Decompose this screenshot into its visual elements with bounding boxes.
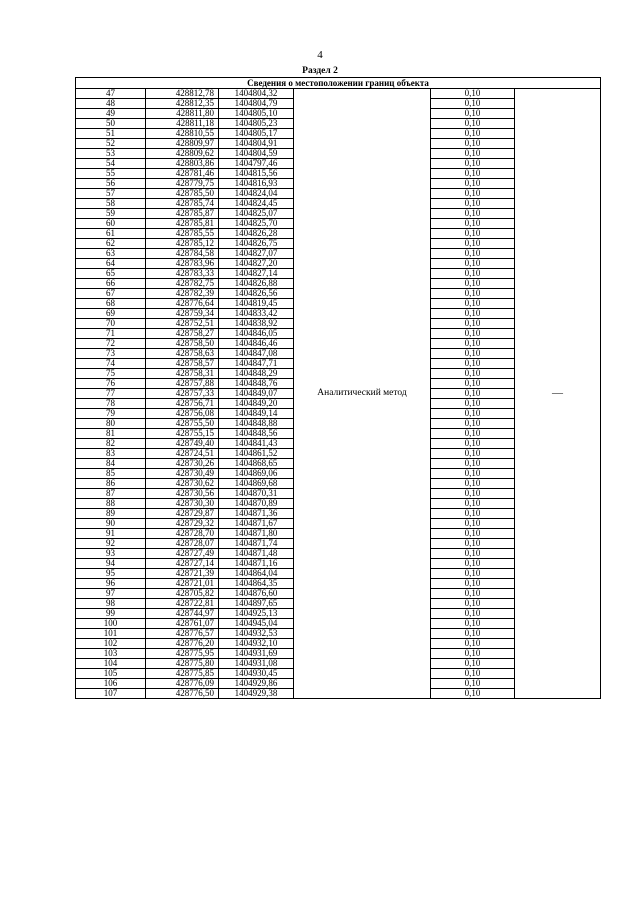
point-number-cell: 56	[76, 179, 146, 189]
point-number-cell: 98	[76, 599, 146, 609]
point-number-cell: 87	[76, 489, 146, 499]
y-coordinate-cell: 1404848,29	[219, 369, 294, 379]
y-coordinate-cell: 1404846,46	[219, 339, 294, 349]
x-coordinate-cell: 428758,31	[146, 369, 219, 379]
accuracy-cell: 0,10	[431, 649, 515, 659]
accuracy-cell: 0,10	[431, 669, 515, 679]
table-header: Сведения о местоположении границ объекта	[76, 78, 601, 89]
y-coordinate-cell: 1404869,06	[219, 469, 294, 479]
x-coordinate-cell: 428727,49	[146, 549, 219, 559]
x-coordinate-cell: 428775,80	[146, 659, 219, 669]
accuracy-cell: 0,10	[431, 499, 515, 509]
x-coordinate-cell: 428776,50	[146, 689, 219, 699]
x-coordinate-cell: 428756,71	[146, 399, 219, 409]
point-number-cell: 55	[76, 169, 146, 179]
table-row	[76, 89, 601, 99]
accuracy-cell: 0,10	[431, 109, 515, 119]
point-number-cell: 86	[76, 479, 146, 489]
point-number-cell: 70	[76, 319, 146, 329]
point-number-cell: 107	[76, 689, 146, 699]
point-number-cell: 93	[76, 549, 146, 559]
point-number-cell: 103	[76, 649, 146, 659]
x-coordinate-cell: 428756,08	[146, 409, 219, 419]
point-number-cell: 106	[76, 679, 146, 689]
accuracy-cell: 0,10	[431, 579, 515, 589]
x-coordinate-cell: 428782,75	[146, 279, 219, 289]
y-coordinate-cell: 1404827,20	[219, 259, 294, 269]
accuracy-cell: 0,10	[431, 179, 515, 189]
y-coordinate-cell: 1404869,68	[219, 479, 294, 489]
y-coordinate-cell: 1404827,07	[219, 249, 294, 259]
x-coordinate-cell: 428729,87	[146, 509, 219, 519]
accuracy-cell: 0,10	[431, 559, 515, 569]
x-coordinate-cell: 428730,56	[146, 489, 219, 499]
y-coordinate-cell: 1404849,20	[219, 399, 294, 409]
accuracy-cell: 0,10	[431, 429, 515, 439]
point-number-cell: 77	[76, 389, 146, 399]
point-number-cell: 79	[76, 409, 146, 419]
y-coordinate-cell: 1404825,70	[219, 219, 294, 229]
x-coordinate-cell: 428776,09	[146, 679, 219, 689]
x-coordinate-cell: 428809,97	[146, 139, 219, 149]
y-coordinate-cell: 1404932,10	[219, 639, 294, 649]
point-number-cell: 89	[76, 509, 146, 519]
point-number-cell: 84	[76, 459, 146, 469]
x-coordinate-cell: 428730,30	[146, 499, 219, 509]
point-number-cell: 80	[76, 419, 146, 429]
accuracy-cell: 0,10	[431, 569, 515, 579]
x-coordinate-cell: 428812,78	[146, 89, 219, 99]
x-coordinate-cell: 428749,40	[146, 439, 219, 449]
x-coordinate-cell: 428730,49	[146, 469, 219, 479]
point-number-cell: 101	[76, 629, 146, 639]
accuracy-cell: 0,10	[431, 479, 515, 489]
x-coordinate-cell: 428744,97	[146, 609, 219, 619]
accuracy-cell: 0,10	[431, 329, 515, 339]
point-number-cell: 105	[76, 669, 146, 679]
x-coordinate-cell: 428730,26	[146, 459, 219, 469]
x-coordinate-cell: 428809,62	[146, 149, 219, 159]
y-coordinate-cell: 1404838,92	[219, 319, 294, 329]
y-coordinate-cell: 1404868,65	[219, 459, 294, 469]
y-coordinate-cell: 1404849,07	[219, 389, 294, 399]
y-coordinate-cell: 1404819,45	[219, 299, 294, 309]
point-number-cell: 68	[76, 299, 146, 309]
x-coordinate-cell: 428781,46	[146, 169, 219, 179]
accuracy-cell: 0,10	[431, 609, 515, 619]
point-number-cell: 99	[76, 609, 146, 619]
accuracy-cell: 0,10	[431, 259, 515, 269]
accuracy-cell: 0,10	[431, 409, 515, 419]
x-coordinate-cell: 428757,33	[146, 389, 219, 399]
accuracy-cell: 0,10	[431, 449, 515, 459]
accuracy-cell: 0,10	[431, 119, 515, 129]
accuracy-cell: 0,10	[431, 159, 515, 169]
x-coordinate-cell: 428758,50	[146, 339, 219, 349]
point-number-cell: 95	[76, 569, 146, 579]
accuracy-cell: 0,10	[431, 519, 515, 529]
y-coordinate-cell: 1404805,23	[219, 119, 294, 129]
accuracy-cell: 0,10	[431, 689, 515, 699]
x-coordinate-cell: 428759,34	[146, 309, 219, 319]
accuracy-cell: 0,10	[431, 629, 515, 639]
accuracy-cell: 0,10	[431, 389, 515, 399]
y-coordinate-cell: 1404864,04	[219, 569, 294, 579]
accuracy-cell: 0,10	[431, 209, 515, 219]
point-number-cell: 53	[76, 149, 146, 159]
accuracy-cell: 0,10	[431, 289, 515, 299]
point-number-cell: 75	[76, 369, 146, 379]
y-coordinate-cell: 1404848,76	[219, 379, 294, 389]
point-number-cell: 50	[76, 119, 146, 129]
y-coordinate-cell: 1404833,42	[219, 309, 294, 319]
x-coordinate-cell: 428785,55	[146, 229, 219, 239]
x-coordinate-cell: 428779,75	[146, 179, 219, 189]
point-number-cell: 59	[76, 209, 146, 219]
point-number-cell: 62	[76, 239, 146, 249]
point-number-cell: 102	[76, 639, 146, 649]
x-coordinate-cell: 428755,15	[146, 429, 219, 439]
x-coordinate-cell: 428782,39	[146, 289, 219, 299]
point-number-cell: 66	[76, 279, 146, 289]
y-coordinate-cell: 1404897,65	[219, 599, 294, 609]
y-coordinate-cell: 1404804,91	[219, 139, 294, 149]
y-coordinate-cell: 1404804,79	[219, 99, 294, 109]
y-coordinate-cell: 1404871,36	[219, 509, 294, 519]
accuracy-cell: 0,10	[431, 219, 515, 229]
method-cell: Аналитический метод	[294, 89, 431, 699]
point-number-cell: 58	[76, 199, 146, 209]
accuracy-cell: 0,10	[431, 439, 515, 449]
accuracy-cell: 0,10	[431, 679, 515, 689]
point-number-cell: 78	[76, 399, 146, 409]
accuracy-cell: 0,10	[431, 269, 515, 279]
x-coordinate-cell: 428784,58	[146, 249, 219, 259]
y-coordinate-cell: 1404925,13	[219, 609, 294, 619]
point-number-cell: 100	[76, 619, 146, 629]
accuracy-cell: 0,10	[431, 339, 515, 349]
accuracy-cell: 0,10	[431, 249, 515, 259]
accuracy-cell: 0,10	[431, 539, 515, 549]
accuracy-cell: 0,10	[431, 239, 515, 249]
accuracy-cell: 0,10	[431, 549, 515, 559]
accuracy-cell: 0,10	[431, 379, 515, 389]
x-coordinate-cell: 428757,88	[146, 379, 219, 389]
accuracy-cell: 0,10	[431, 129, 515, 139]
y-coordinate-cell: 1404931,08	[219, 659, 294, 669]
y-coordinate-cell: 1404871,48	[219, 549, 294, 559]
y-coordinate-cell: 1404805,10	[219, 109, 294, 119]
y-coordinate-cell: 1404841,43	[219, 439, 294, 449]
y-coordinate-cell: 1404929,86	[219, 679, 294, 689]
empty-value-cell: —	[515, 89, 601, 699]
y-coordinate-cell: 1404826,75	[219, 239, 294, 249]
point-number-cell: 51	[76, 129, 146, 139]
accuracy-cell: 0,10	[431, 509, 515, 519]
accuracy-cell: 0,10	[431, 99, 515, 109]
accuracy-cell: 0,10	[431, 659, 515, 669]
accuracy-cell: 0,10	[431, 419, 515, 429]
accuracy-cell: 0,10	[431, 589, 515, 599]
point-number-cell: 47	[76, 89, 146, 99]
x-coordinate-cell: 428812,35	[146, 99, 219, 109]
y-coordinate-cell: 1404827,14	[219, 269, 294, 279]
x-coordinate-cell: 428785,81	[146, 219, 219, 229]
accuracy-cell: 0,10	[431, 189, 515, 199]
y-coordinate-cell: 1404824,04	[219, 189, 294, 199]
point-number-cell: 52	[76, 139, 146, 149]
y-coordinate-cell: 1404871,16	[219, 559, 294, 569]
section-title: Раздел 2	[302, 66, 338, 76]
y-coordinate-cell: 1404849,14	[219, 409, 294, 419]
point-number-cell: 57	[76, 189, 146, 199]
x-coordinate-cell: 428775,85	[146, 669, 219, 679]
y-coordinate-cell: 1404848,88	[219, 419, 294, 429]
x-coordinate-cell: 428705,82	[146, 589, 219, 599]
point-number-cell: 49	[76, 109, 146, 119]
x-coordinate-cell: 428776,20	[146, 639, 219, 649]
accuracy-cell: 0,10	[431, 529, 515, 539]
x-coordinate-cell: 428783,96	[146, 259, 219, 269]
point-number-cell: 88	[76, 499, 146, 509]
y-coordinate-cell: 1404871,67	[219, 519, 294, 529]
y-coordinate-cell: 1404804,59	[219, 149, 294, 159]
point-number-cell: 67	[76, 289, 146, 299]
accuracy-cell: 0,10	[431, 399, 515, 409]
y-coordinate-cell: 1404847,08	[219, 349, 294, 359]
x-coordinate-cell: 428730,62	[146, 479, 219, 489]
x-coordinate-cell: 428803,86	[146, 159, 219, 169]
point-number-cell: 82	[76, 439, 146, 449]
y-coordinate-cell: 1404847,71	[219, 359, 294, 369]
point-number-cell: 96	[76, 579, 146, 589]
point-number-cell: 54	[76, 159, 146, 169]
point-number-cell: 73	[76, 349, 146, 359]
accuracy-cell: 0,10	[431, 459, 515, 469]
y-coordinate-cell: 1404804,32	[219, 89, 294, 99]
y-coordinate-cell: 1404931,69	[219, 649, 294, 659]
y-coordinate-cell: 1404816,93	[219, 179, 294, 189]
y-coordinate-cell: 1404805,17	[219, 129, 294, 139]
point-number-cell: 94	[76, 559, 146, 569]
y-coordinate-cell: 1404826,28	[219, 229, 294, 239]
accuracy-cell: 0,10	[431, 369, 515, 379]
y-coordinate-cell: 1404871,80	[219, 529, 294, 539]
accuracy-cell: 0,10	[431, 469, 515, 479]
x-coordinate-cell: 428761,07	[146, 619, 219, 629]
point-number-cell: 104	[76, 659, 146, 669]
y-coordinate-cell: 1404826,56	[219, 289, 294, 299]
y-coordinate-cell: 1404824,45	[219, 199, 294, 209]
accuracy-cell: 0,10	[431, 599, 515, 609]
accuracy-cell: 0,10	[431, 359, 515, 369]
point-number-cell: 63	[76, 249, 146, 259]
point-number-cell: 97	[76, 589, 146, 599]
y-coordinate-cell: 1404815,56	[219, 169, 294, 179]
x-coordinate-cell: 428811,80	[146, 109, 219, 119]
x-coordinate-cell: 428810,55	[146, 129, 219, 139]
x-coordinate-cell: 428721,01	[146, 579, 219, 589]
x-coordinate-cell: 428724,51	[146, 449, 219, 459]
point-number-cell: 83	[76, 449, 146, 459]
y-coordinate-cell: 1404861,52	[219, 449, 294, 459]
x-coordinate-cell: 428727,14	[146, 559, 219, 569]
x-coordinate-cell: 428758,63	[146, 349, 219, 359]
x-coordinate-cell: 428785,87	[146, 209, 219, 219]
y-coordinate-cell: 1404870,89	[219, 499, 294, 509]
accuracy-cell: 0,10	[431, 639, 515, 649]
point-number-cell: 90	[76, 519, 146, 529]
point-number-cell: 65	[76, 269, 146, 279]
x-coordinate-cell: 428721,39	[146, 569, 219, 579]
y-coordinate-cell: 1404932,53	[219, 629, 294, 639]
point-number-cell: 81	[76, 429, 146, 439]
table-header-row	[76, 78, 601, 89]
accuracy-cell: 0,10	[431, 229, 515, 239]
y-coordinate-cell: 1404848,56	[219, 429, 294, 439]
point-number-cell: 69	[76, 309, 146, 319]
x-coordinate-cell: 428729,32	[146, 519, 219, 529]
x-coordinate-cell: 428785,12	[146, 239, 219, 249]
y-coordinate-cell: 1404870,31	[219, 489, 294, 499]
x-coordinate-cell: 428728,07	[146, 539, 219, 549]
page-number: 4	[317, 49, 323, 61]
point-number-cell: 48	[76, 99, 146, 109]
x-coordinate-cell: 428811,18	[146, 119, 219, 129]
y-coordinate-cell: 1404945,04	[219, 619, 294, 629]
coordinates-table	[75, 77, 601, 699]
x-coordinate-cell: 428722,81	[146, 599, 219, 609]
accuracy-cell: 0,10	[431, 199, 515, 209]
x-coordinate-cell: 428758,27	[146, 329, 219, 339]
x-coordinate-cell: 428728,70	[146, 529, 219, 539]
y-coordinate-cell: 1404825,07	[219, 209, 294, 219]
point-number-cell: 85	[76, 469, 146, 479]
y-coordinate-cell: 1404871,74	[219, 539, 294, 549]
point-number-cell: 74	[76, 359, 146, 369]
y-coordinate-cell: 1404930,45	[219, 669, 294, 679]
accuracy-cell: 0,10	[431, 89, 515, 99]
point-number-cell: 92	[76, 539, 146, 549]
x-coordinate-cell: 428758,57	[146, 359, 219, 369]
y-coordinate-cell: 1404929,38	[219, 689, 294, 699]
x-coordinate-cell: 428752,51	[146, 319, 219, 329]
x-coordinate-cell: 428785,74	[146, 199, 219, 209]
accuracy-cell: 0,10	[431, 299, 515, 309]
y-coordinate-cell: 1404846,05	[219, 329, 294, 339]
y-coordinate-cell: 1404876,60	[219, 589, 294, 599]
y-coordinate-cell: 1404864,35	[219, 579, 294, 589]
x-coordinate-cell: 428776,57	[146, 629, 219, 639]
accuracy-cell: 0,10	[431, 619, 515, 629]
accuracy-cell: 0,10	[431, 279, 515, 289]
x-coordinate-cell: 428785,50	[146, 189, 219, 199]
x-coordinate-cell: 428776,64	[146, 299, 219, 309]
accuracy-cell: 0,10	[431, 309, 515, 319]
point-number-cell: 72	[76, 339, 146, 349]
accuracy-cell: 0,10	[431, 139, 515, 149]
accuracy-cell: 0,10	[431, 169, 515, 179]
point-number-cell: 61	[76, 229, 146, 239]
x-coordinate-cell: 428783,33	[146, 269, 219, 279]
x-coordinate-cell: 428755,50	[146, 419, 219, 429]
point-number-cell: 71	[76, 329, 146, 339]
point-number-cell: 76	[76, 379, 146, 389]
accuracy-cell: 0,10	[431, 149, 515, 159]
x-coordinate-cell: 428775,95	[146, 649, 219, 659]
y-coordinate-cell: 1404797,46	[219, 159, 294, 169]
point-number-cell: 91	[76, 529, 146, 539]
accuracy-cell: 0,10	[431, 319, 515, 329]
y-coordinate-cell: 1404826,88	[219, 279, 294, 289]
accuracy-cell: 0,10	[431, 489, 515, 499]
accuracy-cell: 0,10	[431, 349, 515, 359]
point-number-cell: 60	[76, 219, 146, 229]
point-number-cell: 64	[76, 259, 146, 269]
